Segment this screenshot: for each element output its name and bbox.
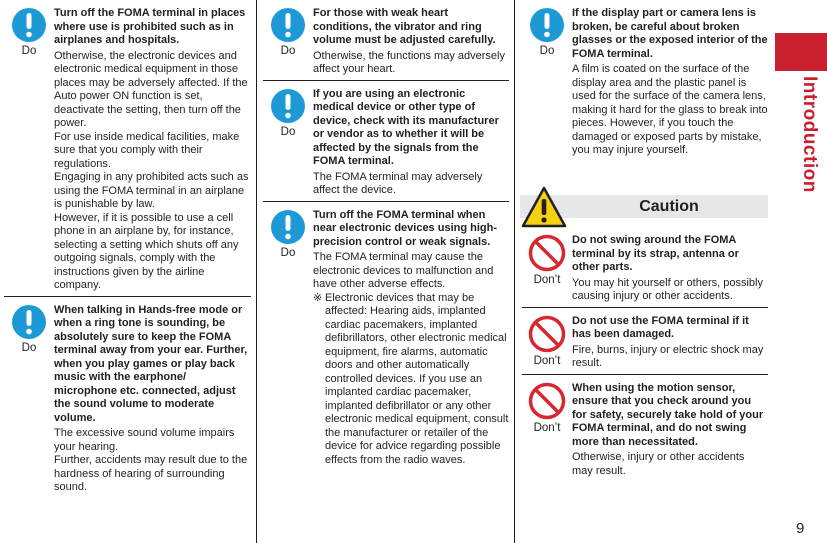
note-mark: ※ xyxy=(313,291,323,304)
warning-triangle-icon xyxy=(521,186,567,228)
do-icon xyxy=(270,7,306,43)
dont-item xyxy=(522,307,768,371)
do-icon xyxy=(11,304,47,340)
do-label: Do xyxy=(539,45,555,57)
item-text: A film is coated on the surface of the display area and the plastic panel is used for the surface of the camera lens, making it hard for the glass to break into pieces. However, if you touch the damaged or exposed parts by mistake, you may injure yourself. xyxy=(572,63,768,156)
item-title: When talking in Hands-free mode or when a ring tone is sounding, be absolutely sure to keep the FOMA terminal away from your ear. Further, when you play games or play back music with the earphone/ microphone etc. connected, adjust the sound volume to moderate volume. xyxy=(54,303,248,424)
item-text: The excessive sound volume impairs your hearing. xyxy=(54,427,235,453)
section-label: Introduction xyxy=(799,76,820,193)
dont-item xyxy=(522,228,768,304)
column-3 xyxy=(522,0,768,158)
do-item xyxy=(522,0,768,158)
dont-label: Don’t xyxy=(533,354,561,367)
do-item xyxy=(4,296,251,495)
do-label: Do xyxy=(280,125,296,138)
item-text: However, if it is possible to use a cell phone in an airplane by, for instance, selecting a setting which shuts off any outgoing signals, comply with the instructions given by the airline company. xyxy=(54,211,239,291)
item-title: When using the motion sensor, ensure that you check around you for safety, securely take hold of your FOMA terminal, and do not swing more than necessitated. xyxy=(572,381,764,448)
item-text: The FOMA terminal may adversely affect the device. xyxy=(313,170,483,196)
prohibited-icon xyxy=(528,234,566,272)
item-text: Otherwise, injury or other accidents may result. xyxy=(572,451,745,477)
do-icon xyxy=(270,88,306,124)
do-item xyxy=(263,201,509,468)
dont-label: Don’t xyxy=(533,274,561,286)
prohibited-icon xyxy=(528,382,566,420)
item-title: Do not swing around the FOMA terminal by its strap, antenna or other parts. xyxy=(572,234,739,273)
item-text: Otherwise, the functions may adversely affect your heart. xyxy=(313,49,505,75)
caution-label: Caution xyxy=(639,197,699,215)
prohibited-icon xyxy=(528,315,566,353)
do-label: Do xyxy=(21,341,37,354)
dont-item xyxy=(522,374,768,479)
item-text: Further, accidents may result due to the hardness of hearing of surrounding sound. xyxy=(54,454,248,493)
item-title: For those with weak heart conditions, the vibrator and ring volume must be adjusted carefully. xyxy=(313,7,496,46)
do-item xyxy=(4,0,251,293)
note xyxy=(313,292,509,468)
item-text: You may hit yourself or others, possibly causing injury or other accidents. xyxy=(572,276,763,302)
column-divider xyxy=(256,0,257,543)
do-item xyxy=(263,0,509,77)
do-icon xyxy=(270,209,306,245)
section-tab xyxy=(775,33,827,71)
column-1 xyxy=(4,0,251,495)
do-label: Do xyxy=(21,45,37,57)
do-icon xyxy=(11,7,47,43)
column-2 xyxy=(263,0,509,467)
column-divider xyxy=(514,0,515,543)
dont-label: Don’t xyxy=(533,421,561,434)
do-icon xyxy=(529,7,565,43)
item-title: Do not use the FOMA terminal if it has been damaged. xyxy=(572,314,749,340)
note-text: Electronic devices that may be affected: Hearing aids, implanted cardiac pacemakers, implanted defibrillators, other electronic medical equipment, fire alarms, automatic doors and other automatically controlled devices. If you use an implanted cardiac pacemaker, implanted defibrillator or any other electronic medical equipment, consult the manufacturer or retailer of the device for advice regarding possible effects from the radio waves. xyxy=(325,291,509,466)
page-number: 9 xyxy=(796,520,805,537)
do-label: Do xyxy=(280,45,296,57)
item-text: Engaging in any prohibited acts such as using the FOMA terminal in an airplane is punishable by law. xyxy=(54,171,249,210)
item-title: If the display part or camera lens is broken, be careful about broken glasses or the exposed interior of the FOMA terminal. xyxy=(572,7,768,60)
do-item xyxy=(263,80,509,198)
do-label: Do xyxy=(280,246,296,259)
item-text: For use inside medical facilities, make sure that you comply with their regulations. xyxy=(54,130,240,170)
item-text: The FOMA terminal may cause the electronic devices to malfunction and have other adverse effects. xyxy=(313,251,494,290)
item-title: Turn off the FOMA terminal when near electronic devices using high-precision control or weak signals. xyxy=(313,208,497,248)
item-text: Fire, burns, injury or electric shock may result. xyxy=(572,343,764,369)
item-title: If you are using an electronic medical device or other type of device, check with its manufacturer or vendor as to whether it will be affected by the signals from the FOMA terminal. xyxy=(313,87,499,167)
item-text: Otherwise, the electronic devices and electronic medical equipment in those places may be adversely affected. If the Auto power ON function is set, deactivate the setting, then turn off the power. xyxy=(54,49,248,129)
item-title: Turn off the FOMA terminal in places where use is prohibited such as in airplanes and hospitals. xyxy=(54,7,246,46)
caution-list xyxy=(522,228,768,478)
